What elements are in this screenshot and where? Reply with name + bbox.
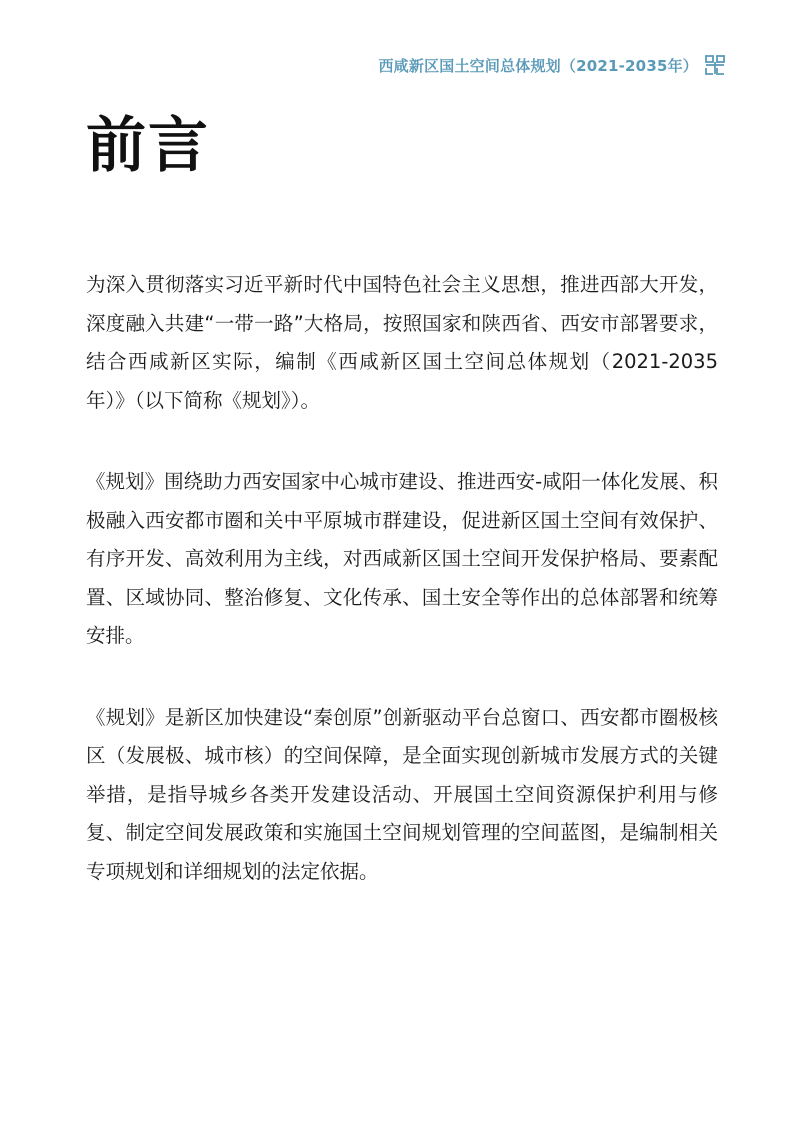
xixian-logo-icon [704, 54, 726, 76]
paragraph: 为深入贯彻落实习近平新时代中国特色社会主义思想，推进西部大开发，深度融入共建“一带一路”大格局，按照国家和陕西省、西安市部署要求，结合西咸新区实际，编制《西咸新区国土空间总体规划（2021-2035年）》（以下简称《规划》）。 [86, 273, 718, 412]
paragraph: 《规划》围绕助力西安国家中心城市建设、推进西安-咸阳一体化发展、积极融入西安都市圈和关中平原城市群建设，促进新区国土空间有效保护、有序开发、高效利用为主线，对西咸新区国土空间开发保护格局、要素配置、区域协同、整治修复、文化传承、国土安全等作出的总体部署和统筹安排。 [86, 470, 718, 647]
paragraph: 《规划》是新区加快建设“秦创原”创新驱动平台总窗口、西安都市圈极核区（发展极、城市核）的空间保障，是全面实现创新城市发展方式的关键举措，是指导城乡各类开发建设活动、开展国土空间资源保护利用与修复、制定空间发展政策和实施国土空间规划管理的空间蓝图，是编制相关专项规划和详细规划的法定依据。 [86, 705, 718, 883]
preface-body [86, 266, 718, 934]
document-title: 西咸新区国土空间总体规划（2021-2035年） [378, 56, 698, 75]
page-title: 前言 [86, 111, 210, 181]
page-header [378, 54, 726, 76]
